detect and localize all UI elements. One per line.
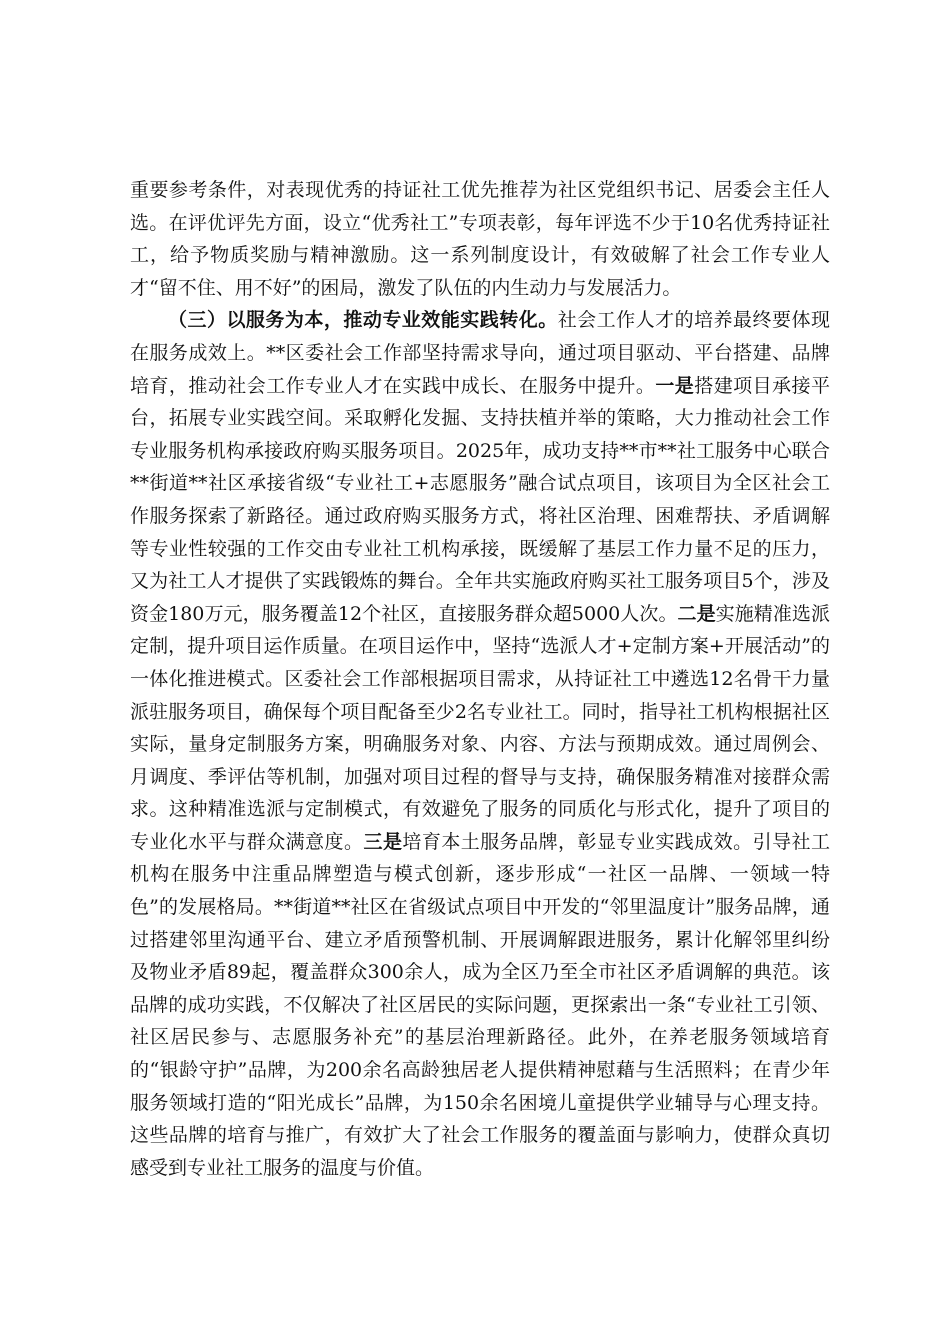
point-one-lead: 一是: [655, 374, 695, 397]
point-one-text: 搭建项目承接平台，拓展专业实践空间。采取孵化发掘、支持扶植并举的策略，大力推动社会工作专业服务机构承接政府购买服务项目。2025年，成功支持**市**社工服务中心联合**街道**社区承接省级“专业社工+志愿服务”融合试点项目，该项目为全区社会工作服务探索了新路径。通过政府购买服务方式，将社区治理、困难帮扶、矛盾调解等专业性较强的工作交由专业社工机构承接，既缓解了基层工作力量不足的压力，又为社工人才提供了实践锻炼的舞台。全年共实施政府购买社工服务项目5个，涉及资金180万元，服务覆盖12个社区，直接服务群众超5000人次。: [130, 374, 830, 625]
point-three-text: 培育本土服务品牌，彰显专业实践成效。引导社工机构在服务中注重品牌塑造与模式创新，逐步形成“一社区一品牌、一领域一特色”的发展格局。**街道**社区在省级试点项目中开发的“邻里温度计”服务品牌，通过搭建邻里沟通平台、建立矛盾预警机制、开展调解跟进服务，累计化解邻里纠纷及物业矛盾89起，覆盖群众300余人，成为全区乃至全市社区矛盾调解的典范。该品牌的成功实践，不仅解决了社区居民的实际问题，更探索出一条“专业社工引领、社区居民参与、志愿服务补充”的基层治理新路径。此外，在养老服务领域培育的“银龄守护”品牌，为200余名高龄独居老人提供精神慰藉与生活照料；在青少年服务领域打造的“阳光成长”品牌，为150余名困境儿童提供学业辅导与心理支持。这些品牌的培育与推广，有效扩大了社会工作服务的覆盖面与影响力，使群众真切感受到专业社工服务的温度与价值。: [130, 830, 830, 1179]
paragraph-1: 重要参考条件，对表现优秀的持证社工优先推荐为社区党组织书记、居委会主任人选。在评优评先方面，设立“优秀社工”专项表彰，每年评选不少于10名优秀持证社工，给予物质奖励与精神激励。这一系列制度设计，有效破解了社会工作专业人才“留不住、用不好”的困局，激发了队伍的内生动力与发展活力。: [130, 179, 830, 299]
point-three-lead: 三是: [363, 830, 403, 853]
document-body: [130, 174, 830, 1184]
paragraph-2: [130, 304, 830, 1184]
point-two-text: 实施精准选派定制，提升项目运作质量。在项目运作中，坚持“选派人才+定制方案+开展活动”的一体化推进模式。区委社会工作部根据项目需求，从持证社工中遴选12名骨干力量派驻服务项目，确保每个项目配备至少2名专业社工。同时，指导社工机构根据社区实际，量身定制服务方案，明确服务对象、内容、方法与预期成效。通过周例会、月调度、季评估等机制，加强对项目过程的督导与支持，确保服务精准对接群众需求。这种精准选派与定制模式，有效避免了服务的同质化与形式化，提升了项目的专业化水平与群众满意度。: [130, 602, 830, 853]
section-heading: （三）以服务为本，推动专业效能实践转化。: [168, 309, 558, 332]
point-two-lead: 二是: [677, 602, 716, 625]
paragraph-2-intro: 社会工作人才的培养最终要体现在服务成效上。**区委社会工作部坚持需求导向，通过项目驱动、平台搭建、品牌培育，推动社会工作专业人才在实践中成长、在服务中提升。: [130, 309, 830, 397]
